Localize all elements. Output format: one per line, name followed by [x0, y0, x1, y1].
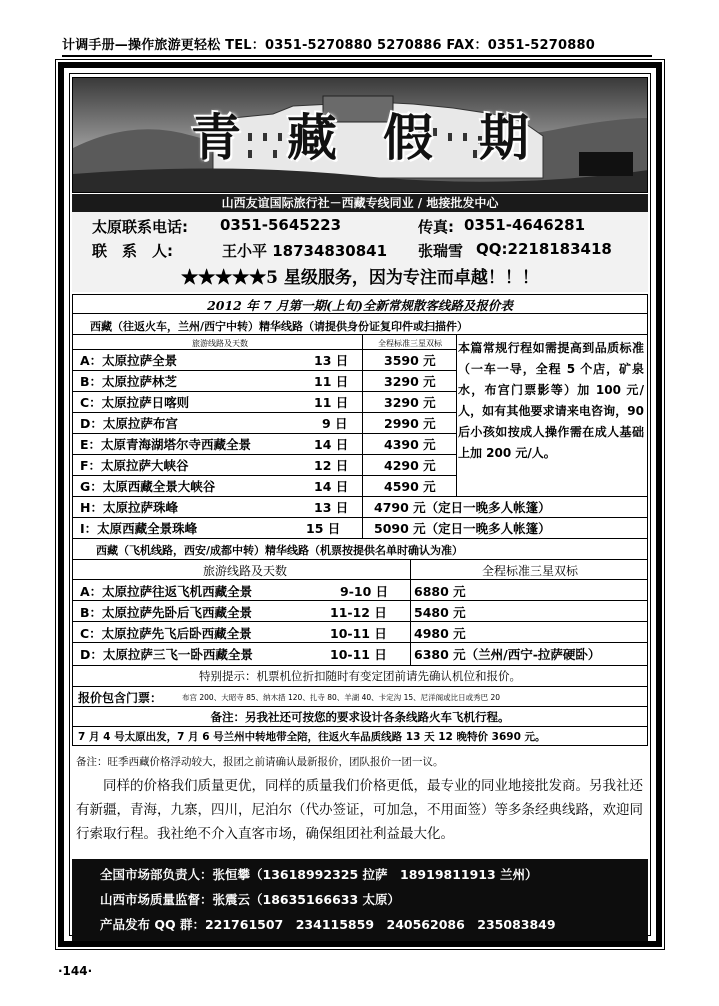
train-price-c: 3290 元: [384, 395, 436, 410]
slogan: ★★★★★5 星级服务，因为专注而卓越！！！: [72, 264, 648, 292]
train-price-b: 3290 元: [384, 374, 436, 389]
train-col-route: 旅游线路及天数: [192, 339, 248, 348]
footer-line-1: 全国市场部负责人：张恒攀（13618992325 拉萨 18919811913 兰州）: [100, 867, 538, 882]
train-days-b: 11 日: [314, 374, 349, 389]
flight-price-a: 6880 元: [414, 584, 466, 599]
header-rule: [62, 55, 652, 57]
train-section-title: 西藏（往返火车，兰州/西宁中转）精华线路（请提供身份证复印件或扫描件）: [90, 320, 469, 333]
train-route-e: E：太原青海湖塔尔寺西藏全景: [80, 437, 252, 452]
flight-col-price: 全程标准三星双标: [481, 564, 578, 578]
tickets-label: 报价包含门票：: [78, 691, 163, 705]
person-2: 张瑞雪: [418, 242, 464, 260]
train-route-b: B：太原拉萨林芝: [80, 374, 178, 389]
flight-price-b: 5480 元: [414, 605, 466, 620]
train-route-d: D：太原拉萨布宫: [80, 416, 178, 431]
train-days-i: 15 日: [306, 521, 341, 536]
flight-section-title: 西藏（飞机线路，西安/成都中转）精华线路（机票按提供名单时确认为准）: [96, 544, 464, 557]
notes-paragraph: 同样的价格我们质量更优，同样的质量我们价格更低，最专业的同业地接批发商。另我社还有新疆，青海，九寨，四川，尼泊尔（代办签证，可加急，不用面签）等多条经典线路，欢迎同行索取行程。我社绝不介入直客市场，确保组团社利益最大化。: [76, 778, 643, 842]
train-days-f: 12 日: [314, 458, 349, 473]
train-days-a: 13 日: [314, 353, 349, 368]
train-route-i: I：太原西藏全景珠峰: [80, 521, 198, 536]
train-days-g: 14 日: [314, 479, 349, 494]
flight-days-b: 11-12 日: [330, 605, 387, 620]
train-col-price: 全程标准三星双标: [378, 339, 442, 348]
phone-number: 0351-5645223: [220, 216, 342, 234]
flight-route-a: A：太原拉萨往返飞机西藏全景: [80, 584, 253, 599]
train-price-f: 4290 元: [384, 458, 436, 473]
flight-price-d: 6380 元（兰州/西宁-拉萨硬卧）: [414, 647, 601, 662]
train-days-d: 9 日: [322, 416, 348, 431]
banner: [72, 77, 648, 193]
train-price-a: 3590 元: [384, 353, 436, 368]
train-price-e: 4390 元: [384, 437, 436, 452]
flight-route-c: C：太原拉萨先飞后卧西藏全景: [80, 626, 252, 641]
train-price-g: 4590 元: [384, 479, 436, 494]
train-route-c: C：太原拉萨日喀则: [80, 395, 190, 410]
flight-days-c: 10-11 日: [330, 626, 387, 641]
footer-line-3: 产品发布 QQ 群：221761507 234115859 240562086 235083849: [100, 917, 556, 932]
footer-contacts: [72, 859, 648, 941]
agency-line: 山西友谊国际旅行社－西藏专线同业 / 地接批发中心: [72, 194, 648, 212]
train-route-a: A：太原拉萨全景: [80, 353, 178, 368]
person-label: 联 系 人:: [92, 242, 173, 260]
fax-label: 传真:: [418, 218, 454, 236]
fax-number: 0351-4646281: [464, 216, 586, 234]
special-offer: 7 月 4 号太原出发，7 月 6 号兰州中转地带全陪，往返火车品质线路 13 天 12 晚特价 3690 元。: [78, 731, 546, 743]
qq-number: QQ:2218183418: [476, 240, 612, 258]
notes-line: 备注：旺季西藏价格浮动较大，报团之前请确认最新报价，团队报价一团一议。: [76, 756, 444, 768]
flight-days-d: 10-11 日: [330, 647, 387, 662]
flight-days-a: 9-10 日: [340, 584, 389, 599]
flight-price-c: 4980 元: [414, 626, 466, 641]
phone-label: 太原联系电话:: [92, 218, 188, 236]
footer-line-2: 山西市场质量监督：张震云（18635166633 太原）: [100, 892, 401, 907]
train-price-h: 4790 元（定日一晚多人帐篷）: [374, 500, 551, 515]
train-route-g: G：太原西藏全景大峡谷: [80, 479, 216, 494]
train-days-h: 13 日: [314, 500, 349, 515]
flight-route-b: B：太原拉萨先卧后飞西藏全景: [80, 605, 253, 620]
train-side-note: 本篇常规行程如需提高到品质标准（一车一导，全程 5 个店，矿泉水，布宫门票影等）加 100 元/人，如有其他要求请来电咨询，90 后小孩如按成人操作需在成人基础上加 200 元/人。: [458, 341, 644, 460]
flight-route-d: D：太原拉萨三飞一卧西藏全景: [80, 647, 253, 662]
page-header: 计调手册—操作旅游更轻松 TEL：0351-5270880 5270886 FAX：0351-5270880: [62, 38, 595, 53]
page-number: ·144·: [58, 964, 93, 978]
train-price-i: 5090 元（定日一晚多人帐篷）: [374, 521, 551, 536]
contact-block: [72, 212, 648, 264]
flight-tip: 特别提示：机票机位折扣随时有变定团前请先确认机位和报价。: [199, 669, 521, 683]
flight-col-route: 旅游线路及天数: [202, 564, 287, 578]
remark: 备注：另我社还可按您的要求设计各条线路火车飞机行程。: [210, 710, 510, 724]
table-title: 2012 年 7 月第一期(上旬)全新常规散客线路及报价表: [207, 298, 513, 313]
train-days-e: 14 日: [314, 437, 349, 452]
person-1: 王小平 18734830841: [222, 242, 388, 260]
train-price-d: 2990 元: [384, 416, 436, 431]
train-days-c: 11 日: [314, 395, 349, 410]
tickets-list: 布宫 200、大昭寺 85、纳木措 120、扎寺 80、羊湖 40、卡定沟 15、尼洋阁或比日或秀巴 20: [182, 693, 501, 702]
train-route-h: H：太原拉萨珠峰: [80, 500, 178, 515]
train-route-f: F：太原拉萨大峡谷: [80, 458, 189, 473]
banner-title: 青藏假期: [191, 108, 575, 167]
